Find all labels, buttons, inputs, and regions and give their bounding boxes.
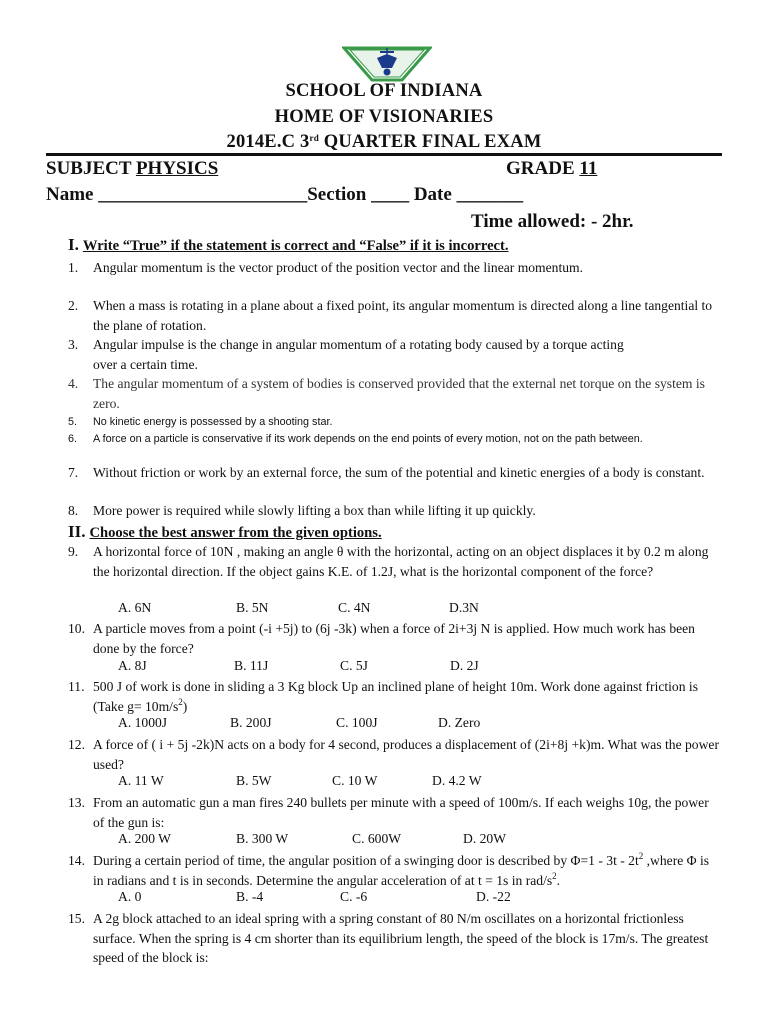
option-c: C. 10 W — [332, 773, 378, 788]
option-b: B. 11J — [234, 658, 269, 673]
school-name: SCHOOL OF INDIANA — [285, 81, 483, 101]
option-d: D. 20W — [463, 831, 507, 846]
subject-line: SUBJECT PHYSICS — [46, 158, 219, 179]
option-d: D. 4.2 W — [432, 773, 482, 788]
option-c: C. 100J — [336, 715, 378, 730]
question-1: 1. Angular momentum is the vector product of the position vector and the linear momentum. — [68, 260, 584, 275]
option-c: C. 4N — [338, 600, 371, 615]
option-b: B. 200J — [230, 715, 272, 730]
question-7: 7. Without friction or work by an external force, the sum of the potential and kinetic energies of a body is constant. — [68, 465, 705, 480]
option-a: A. 0 — [118, 889, 142, 904]
question-4: 4. The angular momentum of a system of bodies is conserved provided that the external net torque on the system is zero. — [68, 376, 705, 411]
section-1-heading: I. Write “True” if the statement is correct and “False” if it is incorrect. — [68, 235, 509, 254]
option-c: C. 600W — [352, 831, 402, 846]
question-2: 2. When a mass is rotating in a plane about a fixed point, its angular momentum is directed along a line tangential to the plane of rotation. — [68, 298, 713, 333]
option-d: D. Zero — [438, 715, 481, 730]
option-d: D.3N — [449, 600, 479, 615]
question-10: 10. A particle moves from a point (-i +5j) to (6j -3k) when a force of 2i+3j N is applied. How much work has been done by the force? — [68, 621, 695, 656]
question-13: 13. From an automatic gun a man fires 240 bullets per minute with a speed of 100m/s. If each weighs 10g, the power of the gun is: — [68, 795, 709, 830]
option-b: B. 300 W — [236, 831, 289, 846]
question-9: 9. A horizontal force of 10N , making an angle θ with the horizontal, acting on an object displaces it by 0.2 m along the horizontal direction. If the object gains K.E. of 1.2J, what is the horizontal component of the force? — [68, 544, 709, 579]
option-b: B. 5N — [236, 600, 269, 615]
option-a: A. 11 W — [118, 773, 164, 788]
name-section-date-line: Name ______________________Section ____ Date _______ — [46, 184, 524, 205]
option-a: A. 1000J — [118, 715, 168, 730]
question-3: 3. Angular impulse is the change in angular momentum of a rotating body caused by a torque acting over a certain time. — [68, 337, 624, 372]
question-15: 15. A 2g block attached to an ideal spring with a spring constant of 80 N/m oscillates on a horizontal frictionless surface. When the spring is 4 cm shorter than its equilibrium length, the speed of the block is 17m/s. The greatest speed of the block is: — [68, 911, 709, 966]
question-5: 5. No kinetic energy is possessed by a shooting star. — [68, 416, 333, 428]
question-12: 12. A force of ( i + 5j -2k)N acts on a body for 4 second, produces a displacement of (2i+8j +k)m. What was the power used? — [68, 737, 719, 772]
option-a: A. 8J — [118, 658, 147, 673]
option-b: B. -4 — [236, 889, 264, 904]
option-c: C. -6 — [340, 889, 368, 904]
section-2-heading: II. Choose the best answer from the given options. — [68, 522, 382, 541]
option-b: B. 5W — [236, 773, 272, 788]
question-11: 11. 500 J of work is done in sliding a 3 Kg block Up an inclined plane of height 10m. Work done against friction is (Take $g= 10m/s^2$) — [68, 679, 698, 714]
option-a: A. 6N — [118, 600, 152, 615]
school-motto: HOME OF VISIONARIES — [274, 107, 494, 127]
option-c: C. 5J — [340, 658, 368, 673]
option-d: D. -22 — [476, 889, 511, 904]
question-14: 14. During a certain period of time, the angular position of a swinging door is described by $\Phi=1 - 3t - 2t^2$ ,where Φ is in radians and t is in seconds. Determine the angular acceleration of at t = 1s in rad/$s^2$. — [68, 851, 710, 888]
header-rule — [46, 153, 722, 156]
question-6: 6. A force on a particle is conservative if its work depends on the end points of every motion, not on the path between. — [68, 433, 643, 445]
question-8: 8. More power is required while slowly lifting a box than while lifting it up quickly. — [68, 503, 536, 518]
exam-title: 2014E.C 3rd QUARTER FINAL EXAM — [226, 132, 542, 152]
grade-line: GRADE 11 — [506, 158, 598, 179]
option-a: A. 200 W — [118, 831, 171, 846]
time-allowed: Time allowed: - 2hr. — [471, 211, 634, 232]
school-logo-icon — [342, 44, 432, 84]
option-d: D. 2J — [450, 658, 479, 673]
